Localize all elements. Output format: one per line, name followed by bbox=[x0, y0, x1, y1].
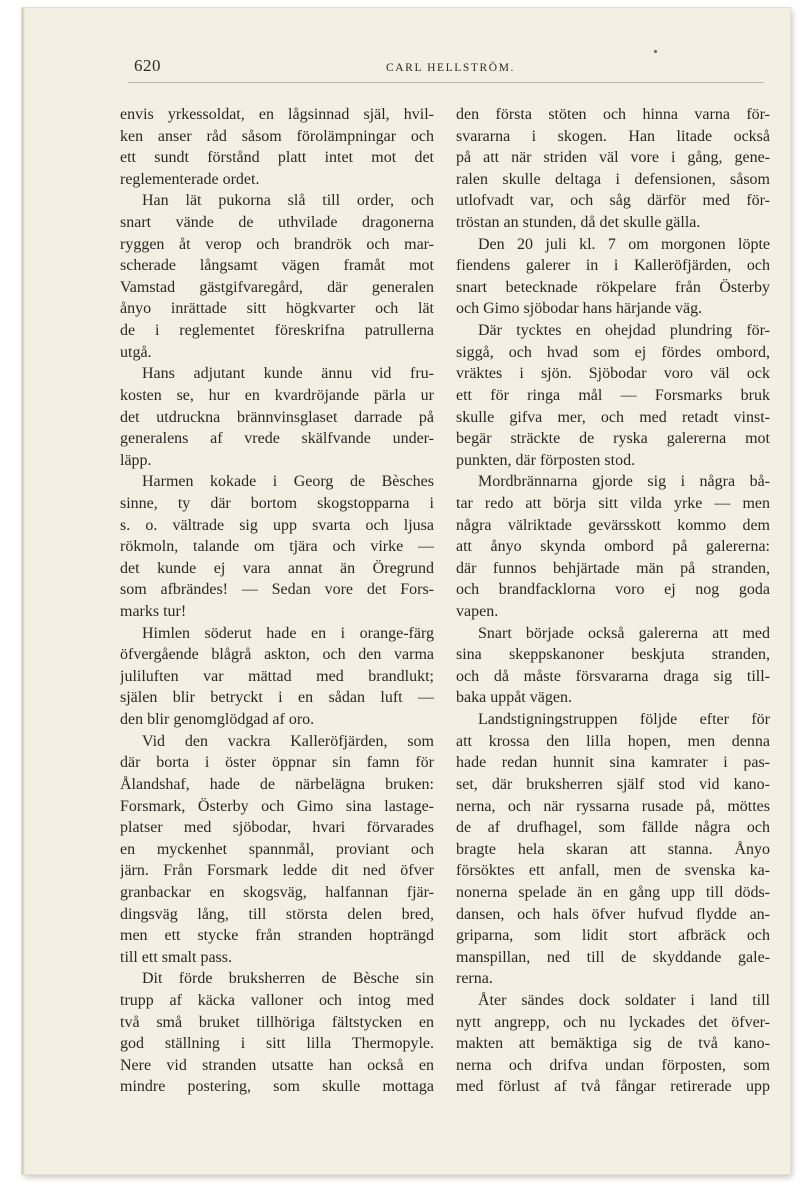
text-line: marks tur! bbox=[120, 603, 187, 621]
text-line: fiendens galerer in i Kalleröfjärden, och bbox=[456, 257, 770, 275]
text-line: platser med sjöbodar, hvari förvarades bbox=[120, 819, 434, 837]
text-line: griparna, som lidit stort afbräck och bbox=[456, 927, 770, 945]
text-line: snart vände de uthvilade dragonerna bbox=[120, 214, 434, 232]
text-line: Dit förde bruksherren de Bèsche sin bbox=[142, 970, 434, 988]
text-line: trupp af käcka valloner och intog med bbox=[120, 991, 434, 1009]
text-line: Vamstad gästgifvaregård, där generalen bbox=[120, 278, 434, 296]
text-line: bragte hela skaran att stanna. Ånyo bbox=[456, 840, 770, 858]
page-header bbox=[134, 56, 764, 80]
text-line: de af drufhagel, som fällde några och bbox=[456, 819, 770, 837]
text-line: envis yrkessoldat, en lågsinnad själ, hvil- bbox=[120, 106, 434, 123]
text-line: vräktes i sjön. Sjöbodar voro väl ock bbox=[456, 365, 770, 383]
text-line: några välriktade gevärsskott kommo dem bbox=[456, 516, 770, 534]
text-line: Vid den vackra Kalleröfjärden, som bbox=[142, 732, 434, 750]
text-line: nerna och drifva undan förposten, som bbox=[456, 1056, 770, 1074]
text-line: och brandfacklorna voro ej nog goda bbox=[456, 581, 770, 599]
text-line: att krossa den lilla hopen, men denna bbox=[456, 732, 770, 750]
text-line: snart betecknade rökpelare från Österby bbox=[456, 278, 770, 296]
left-column bbox=[120, 104, 434, 1098]
text-line: makten att bemäktiga sig de två kano- bbox=[456, 1035, 770, 1053]
text-line: scherade långsamt vägen framåt mot bbox=[120, 257, 434, 275]
text-line: Snart började också galererna att med bbox=[478, 624, 770, 642]
text-line: svararna i skogen. Han litade också bbox=[456, 127, 770, 145]
text-line: utgå. bbox=[120, 343, 152, 361]
text-line: själen blir betryckt i en sådan luft — bbox=[120, 689, 434, 707]
text-line: försöktes ett anfall, men de svenska ka- bbox=[456, 862, 770, 880]
text-line: dansen, och hals öfver hufvud flydde an- bbox=[456, 905, 770, 923]
text-line: nonerna spelade än en gång upp till döds- bbox=[456, 883, 770, 901]
text-line: manspillan, ned till de skyddande gale- bbox=[456, 948, 770, 966]
text-line: till ett smalt pass. bbox=[120, 948, 232, 966]
text-line: mindre postering, som skulle mottaga bbox=[120, 1078, 434, 1096]
text-line: juliluften var mättad med brandlukt; bbox=[120, 667, 434, 685]
text-line: Han lät pukorna slå till order, och bbox=[142, 192, 434, 210]
text-line: god ställning i sitt lilla Thermopyle. bbox=[120, 1035, 434, 1053]
text-line: reglementerade ordet. bbox=[120, 170, 260, 188]
text-line: begär sträckte de ryska galererna mot bbox=[456, 430, 770, 448]
text-line: vapen. bbox=[456, 603, 499, 621]
text-line: Forsmark, Österby och Gimo sina lastage- bbox=[120, 797, 434, 815]
text-line: tar redo att börja sitt vilda yrke — men bbox=[456, 494, 770, 512]
text-line: Mordbrännarna gjorde sig i några bå- bbox=[478, 473, 770, 491]
text-line: sinne, ty där bortom skogstopparna i bbox=[120, 494, 434, 512]
text-line: Himlen söderut hade en i orange-färg bbox=[142, 624, 434, 642]
text-line: läpp. bbox=[120, 451, 152, 469]
text-line: sina skeppskanoner beskjuta stranden, bbox=[456, 646, 770, 664]
text-line: två små bruket tillhöriga fältstycken en bbox=[120, 1013, 434, 1031]
text-line: ånyo inrättade sitt högkvarter och lät bbox=[120, 300, 434, 318]
running-head: CARL HELLSTRÖM. bbox=[386, 62, 515, 74]
text-line: hade redan hunnit sina kamrater i pas- bbox=[456, 754, 770, 772]
text-line: Landstigningstruppen följde efter för bbox=[478, 711, 770, 729]
text-line: Hans adjutant kunde ännu vid fru- bbox=[142, 365, 434, 383]
text-line: och då måste försvararna draga sig till- bbox=[456, 667, 770, 685]
text-line: där borta i öster öppnar sin famn för bbox=[120, 754, 434, 772]
text-line: det kunde ej vara annat än Öregrund bbox=[120, 559, 434, 577]
text-line: siggå, och hvad som ej fördes ombord, bbox=[456, 343, 770, 361]
text-line: skulle gifva mer, och med retadt vinst- bbox=[456, 408, 770, 426]
text-line: med förlust af två fångar retirerade upp bbox=[456, 1078, 770, 1096]
text-line: som afbrändes! — Sedan vore det Fors- bbox=[120, 581, 434, 599]
text-line: baka uppåt vägen. bbox=[456, 689, 572, 707]
text-line: s. o. vältrade sig upp svarta och ljusa bbox=[120, 516, 434, 534]
book-page bbox=[22, 8, 790, 1174]
text-line: punkten, där förposten stod. bbox=[456, 451, 636, 469]
text-line: tröstan an stunden, då det skulle gälla. bbox=[456, 214, 701, 232]
text-line: Harmen kokade i Georg de Bèsches bbox=[142, 473, 434, 491]
text-line: ett sundt förstånd platt intet mot det bbox=[120, 149, 434, 167]
text-line: set, där bruksherren själf stod vid kano- bbox=[456, 775, 770, 793]
text-line: Nere vid stranden utsatte han också en bbox=[120, 1056, 434, 1074]
text-line: ryggen åt verop och brandrök och mar- bbox=[120, 235, 434, 253]
text-line: öfvergående blågrå askton, och den varma bbox=[120, 646, 434, 664]
text-line: på att när striden väl vore i gång, gene- bbox=[456, 149, 770, 167]
text-line: nerna, och när ryssarna rusade på, möttes bbox=[456, 797, 770, 815]
text-line: de i reglementet föreskrifna patrullerna bbox=[120, 322, 434, 340]
text-line: en myckenhet spannmål, proviant och bbox=[120, 840, 434, 858]
text-line: kosten se, hur en kvardröjande pärla ur bbox=[120, 386, 434, 404]
text-line: granbackar en skogsväg, halfannan fjär- bbox=[120, 883, 434, 901]
text-line: järn. Från Forsmark ledde dit ned öfver bbox=[120, 862, 434, 880]
ink-speck bbox=[654, 50, 657, 53]
header-rule bbox=[128, 82, 764, 83]
text-line: generalens af vrede skälfvande under- bbox=[120, 430, 434, 448]
text-line: nytt angrepp, och nu lyckades det öfver- bbox=[456, 1013, 770, 1031]
text-line: rerna. bbox=[456, 970, 493, 988]
text-line: ralen skulle deltaga i defensionen, såsom bbox=[456, 170, 770, 188]
text-line: dingsväg lång, till största delen bred, bbox=[120, 905, 434, 923]
text-line: och Gimo sjöbodar hans härjande väg. bbox=[456, 300, 703, 318]
text-line: utlofvadt var, och såg därför med för- bbox=[456, 192, 770, 210]
text-line: där funnos behjärtade män på stranden, bbox=[456, 559, 770, 577]
text-line: den blir genomglödgad af oro. bbox=[120, 711, 315, 729]
text-line: rökmoln, talande om tjära och virke — bbox=[120, 538, 434, 556]
text-line: ken anser råd såsom förolämpningar och bbox=[120, 127, 434, 145]
right-column bbox=[456, 104, 770, 1098]
text-line: Åter sändes dock soldater i land till bbox=[478, 991, 770, 1009]
text-line: Ålandshaf, hade de närbelägna bruken: bbox=[120, 775, 434, 793]
text-line: den första stöten och hinna varna för- bbox=[456, 106, 770, 123]
text-line: att ånyo skynda ombord på galererna: bbox=[456, 538, 770, 556]
text-line: Den 20 juli kl. 7 om morgonen löpte bbox=[478, 235, 770, 253]
text-line: Där tycktes en ohejdad plundring för- bbox=[478, 322, 770, 340]
text-line: ett för ringa mål — Forsmarks bruk bbox=[456, 386, 770, 404]
text-line: det utdruckna brännvinsglaset darrade på bbox=[120, 408, 434, 426]
page-number: 620 bbox=[134, 56, 161, 75]
text-line: men ett stycke från stranden hopträngd bbox=[120, 927, 434, 945]
